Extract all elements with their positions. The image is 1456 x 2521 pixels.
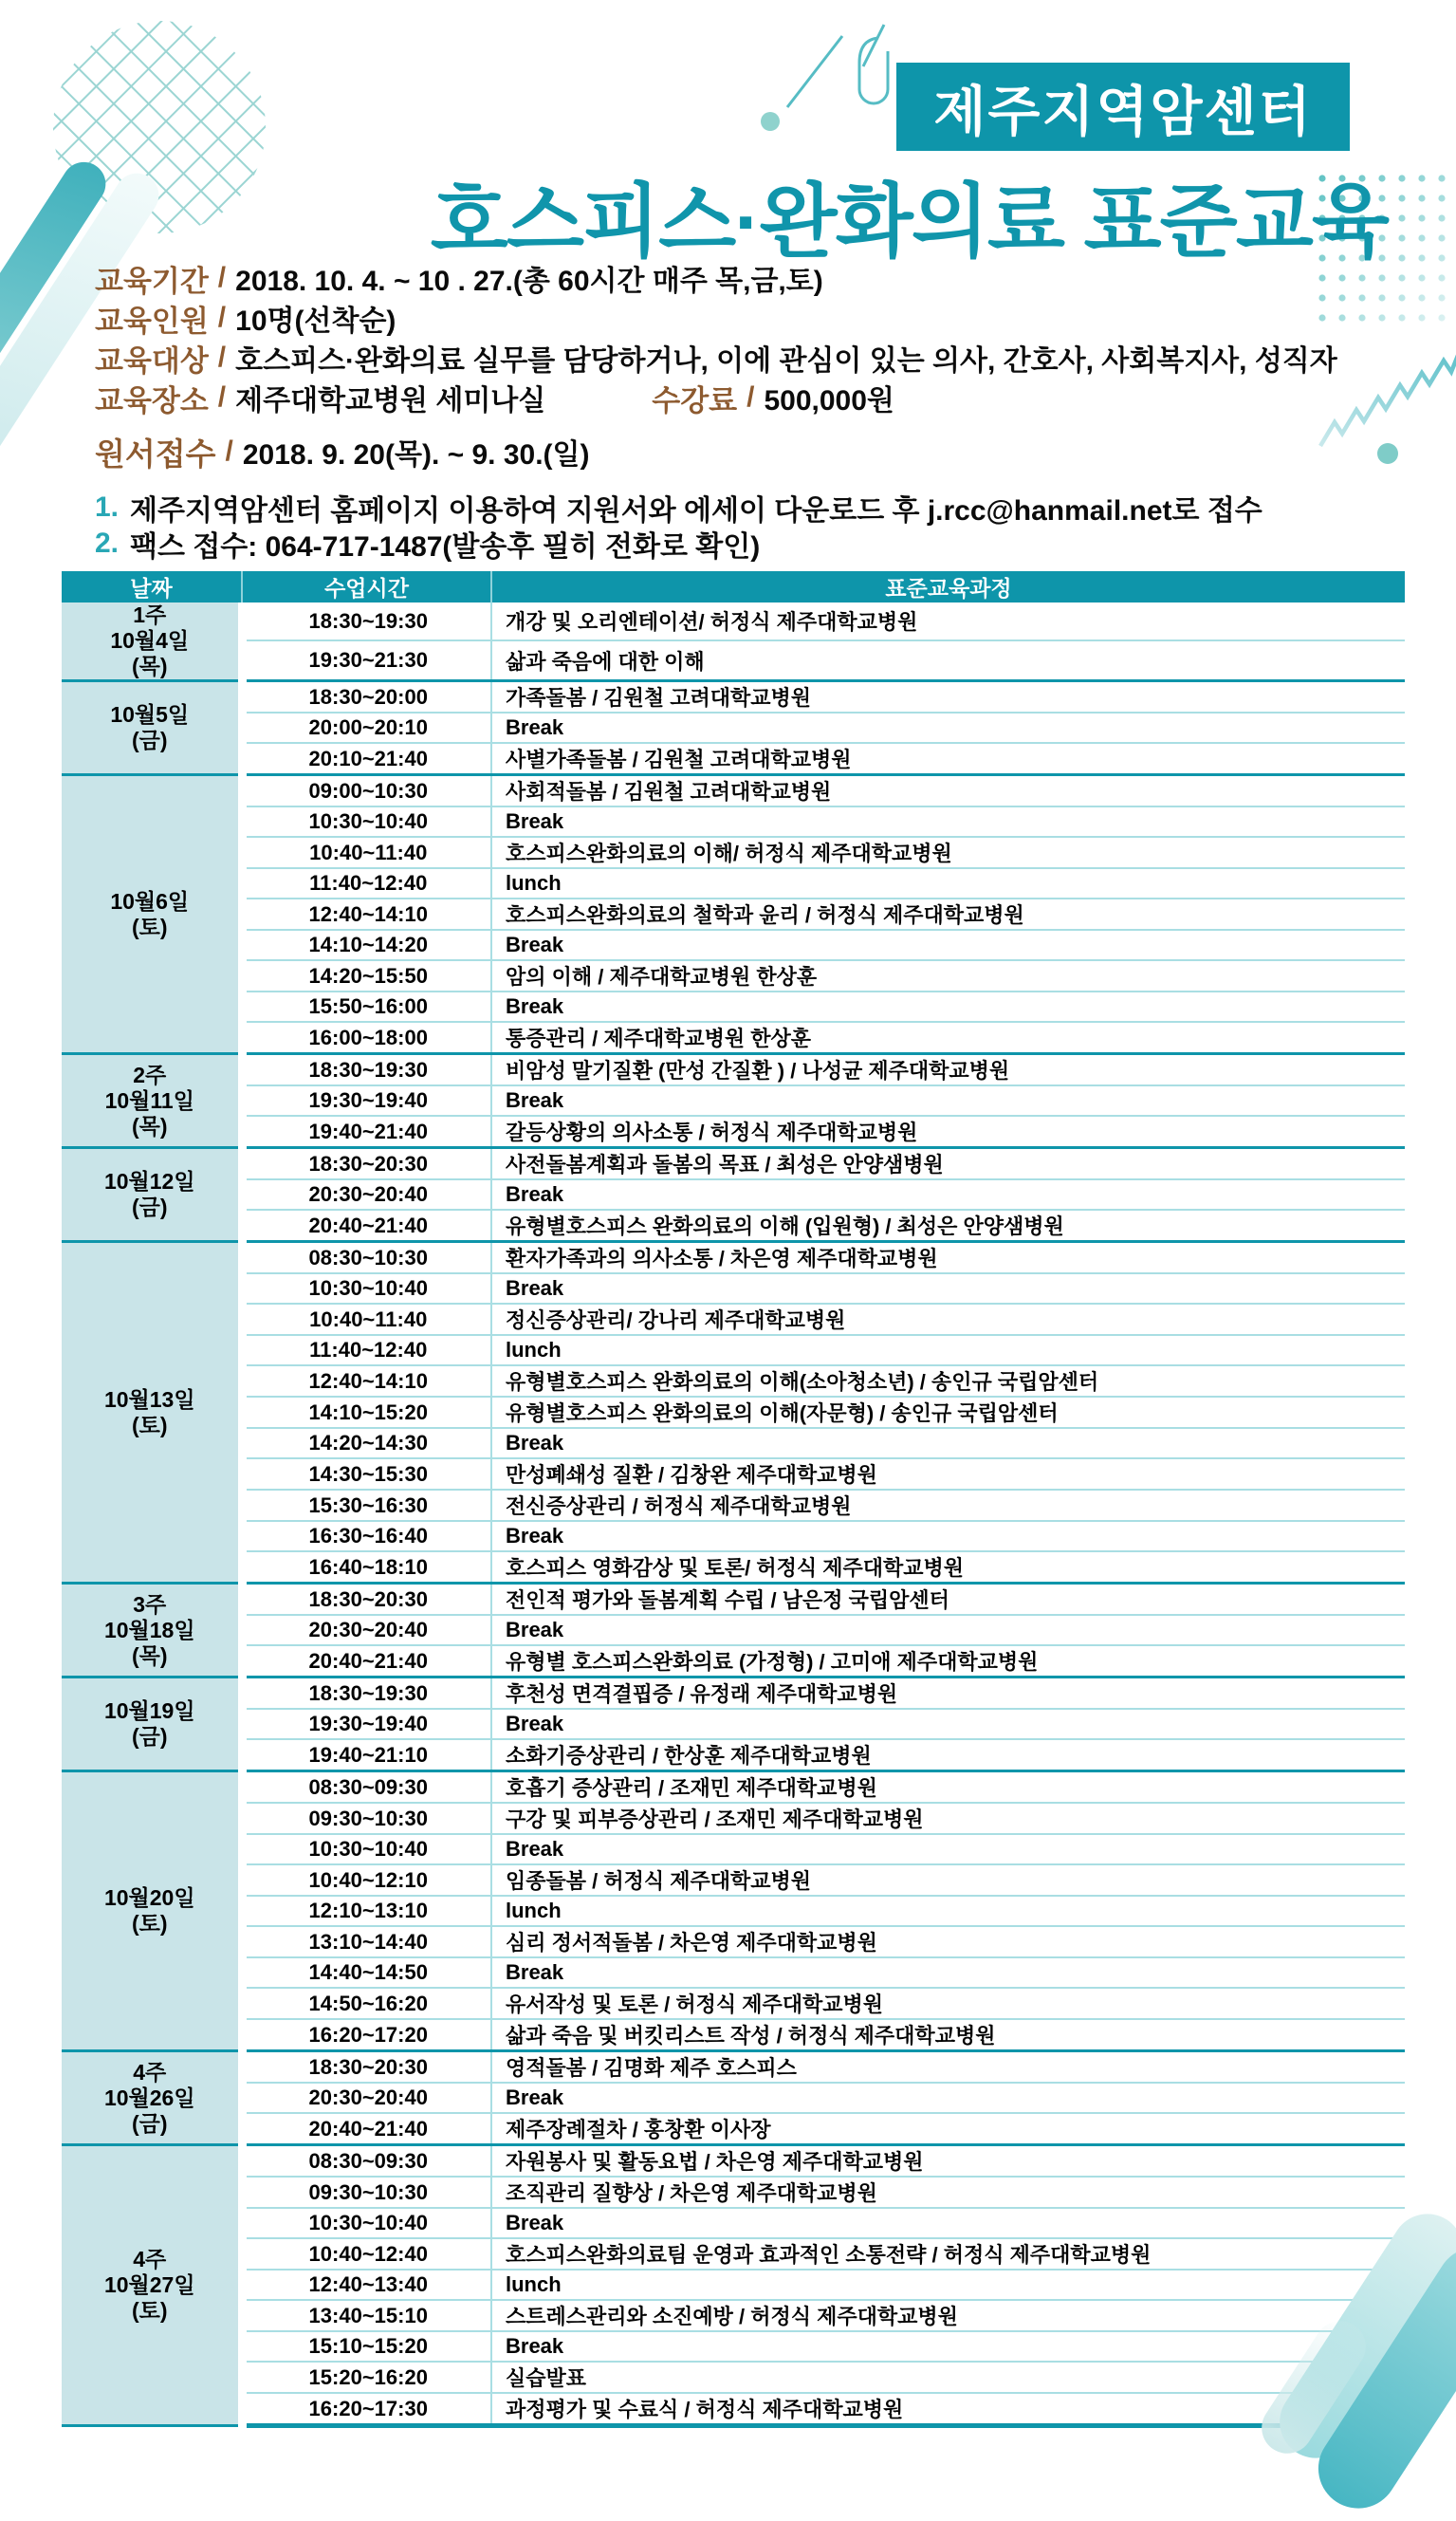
- schedule-row: [62, 899, 1405, 930]
- info-block: [95, 258, 1366, 562]
- schedule-row: [62, 1709, 1405, 1739]
- schedule-time: 16:00~18:00: [242, 1022, 491, 1054]
- schedule-row: [62, 1615, 1405, 1645]
- schedule-time: 20:40~21:40: [242, 1645, 491, 1678]
- schedule-time: 12:40~14:10: [242, 1365, 491, 1397]
- schedule-time: 18:30~20:00: [242, 681, 491, 714]
- date-line: 10월20일: [103, 1885, 195, 1910]
- schedule-time: 18:30~20:30: [242, 2051, 491, 2084]
- schedule-row: [62, 713, 1405, 743]
- schedule-row: [62, 930, 1405, 960]
- schedule-course: 영적돌봄 / 김명화 제주 호스피스: [491, 2051, 1405, 2084]
- schedule-row: [62, 2208, 1405, 2238]
- schedule-row: [62, 1739, 1405, 1771]
- schedule-course: Break: [491, 1615, 1405, 1645]
- schedule-row: [62, 1335, 1405, 1365]
- schedule-time: 14:10~14:20: [242, 930, 491, 960]
- schedule-row: [62, 837, 1405, 868]
- schedule-course: 전신증상관리 / 허정식 제주대학교병원: [491, 1490, 1405, 1521]
- schedule-course: 유형별호스피스 완화의료의 이해(자문형) / 송인규 국립암센터: [491, 1397, 1405, 1428]
- schedule-course: 소화기증상관리 / 한상훈 제주대학교병원: [491, 1739, 1405, 1771]
- schedule-row: [62, 806, 1405, 837]
- schedule-row: [62, 1428, 1405, 1458]
- schedule-row: [62, 2145, 1405, 2178]
- schedule-course: Break: [491, 2331, 1405, 2362]
- schedule-time: 20:30~20:40: [242, 2083, 491, 2113]
- info-label: 수강료: [652, 383, 738, 417]
- schedule-course: Break: [491, 992, 1405, 1022]
- schedule-course: Break: [491, 1521, 1405, 1551]
- schedule-row: [62, 1148, 1405, 1180]
- schedule-course: 자원봉사 및 활동요법 / 차은영 제주대학교병원: [491, 2145, 1405, 2178]
- schedule-row: [62, 2177, 1405, 2208]
- schedule-course: Break: [491, 1273, 1405, 1304]
- info-line-period: [95, 258, 1366, 298]
- schedule-body: [62, 602, 1405, 2426]
- schedule-time: 13:10~14:40: [242, 1926, 491, 1957]
- date-line: 4주: [133, 2247, 167, 2271]
- schedule-time: 18:30~19:30: [242, 1054, 491, 1086]
- schedule-time: 18:30~20:30: [242, 1148, 491, 1180]
- schedule-course: 유서작성 및 토론 / 허정식 제주대학교병원: [491, 1988, 1405, 2019]
- schedule-time: 19:40~21:40: [242, 1116, 491, 1148]
- info-slash: /: [217, 342, 227, 373]
- info-value: 500,000원: [764, 385, 894, 417]
- schedule-course: Break: [491, 2083, 1405, 2113]
- schedule-course: Break: [491, 1428, 1405, 1458]
- date-line: 1주: [133, 602, 167, 627]
- schedule-course: 삶과 죽음에 대한 이해: [491, 640, 1405, 680]
- schedule-course: 통증관리 / 제주대학교병원 한상훈: [491, 1022, 1405, 1054]
- schedule-row: [62, 602, 1405, 640]
- schedule-time: 16:20~17:30: [242, 2393, 491, 2426]
- schedule-time: 18:30~20:30: [242, 1584, 491, 1616]
- schedule-date-cell: [62, 775, 242, 1054]
- date-line: 10월5일: [110, 702, 190, 727]
- schedule-row: [62, 2051, 1405, 2084]
- schedule-row: [62, 1834, 1405, 1864]
- schedule-time: 08:30~09:30: [242, 2145, 491, 2178]
- schedule-date-cell: [62, 1584, 242, 1678]
- schedule-row: [62, 2300, 1405, 2331]
- schedule-course: lunch: [491, 868, 1405, 899]
- schedule-time: 20:30~20:40: [242, 1179, 491, 1210]
- schedule-time: 20:40~21:40: [242, 2113, 491, 2145]
- schedule-time: 10:30~10:40: [242, 806, 491, 837]
- schedule-row: [62, 1864, 1405, 1896]
- schedule-course: 구강 및 피부증상관리 / 조재민 제주대학교병원: [491, 1803, 1405, 1834]
- schedule-course: 사전돌봄계획과 돌봄의 목표 / 최성은 안양샘병원: [491, 1148, 1405, 1180]
- schedule-course: 스트레스관리와 소진예방 / 허정식 제주대학교병원: [491, 2300, 1405, 2331]
- schedule-header-row: [62, 571, 1405, 602]
- schedule-course: 전인적 평가와 돌봄계획 수립 / 남은정 국립암센터: [491, 1584, 1405, 1616]
- date-line: 2주: [133, 1062, 167, 1087]
- schedule-time: 10:30~10:40: [242, 1834, 491, 1864]
- schedule-course: 유형별호스피스 완화의료의 이해(소아청소년) / 송인규 국립암센터: [491, 1365, 1405, 1397]
- org-badge: 제주지역암센터: [896, 63, 1350, 151]
- schedule-row: [62, 1054, 1405, 1086]
- date-line: (목): [131, 654, 168, 678]
- schedule-time: 12:40~14:10: [242, 899, 491, 930]
- schedule-course: 후천성 면격결핍증 / 유정래 제주대학교병원: [491, 1678, 1405, 1710]
- application-notes: [95, 490, 1366, 562]
- schedule-course: 만성폐쇄성 질환 / 김창완 제주대학교병원: [491, 1458, 1405, 1490]
- info-label: 원서접수: [95, 436, 216, 472]
- info-slash: /: [746, 381, 755, 413]
- schedule-time: 12:10~13:10: [242, 1896, 491, 1926]
- note-line: [95, 490, 1366, 526]
- schedule-row: [62, 2362, 1405, 2393]
- schedule-course: 가족돌봄 / 김원철 고려대학교병원: [491, 681, 1405, 714]
- date-line: 3주: [133, 1591, 167, 1617]
- info-label: 교육기간: [95, 264, 209, 298]
- schedule-time: 18:30~19:30: [242, 1678, 491, 1710]
- schedule-row: [62, 1116, 1405, 1148]
- schedule-row: [62, 1803, 1405, 1834]
- schedule-time: 18:30~19:30: [242, 602, 491, 640]
- schedule-time: 16:40~18:10: [242, 1551, 491, 1584]
- schedule-course: 정신증상관리/ 강나리 제주대학교병원: [491, 1304, 1405, 1335]
- schedule-time: 10:40~11:40: [242, 1304, 491, 1335]
- schedule-time: 19:30~21:30: [242, 640, 491, 680]
- schedule-time: 14:40~14:50: [242, 1957, 491, 1988]
- schedule-time: 14:20~15:50: [242, 960, 491, 992]
- schedule-row: [62, 1551, 1405, 1584]
- schedule-time: 20:10~21:40: [242, 743, 491, 775]
- schedule-time: 09:30~10:30: [242, 2177, 491, 2208]
- schedule-course: Break: [491, 1957, 1405, 1988]
- schedule-time: 11:40~12:40: [242, 1335, 491, 1365]
- note-line: [95, 526, 1366, 562]
- info-label: 교육인원: [95, 304, 209, 338]
- schedule-time: 20:30~20:40: [242, 1615, 491, 1645]
- date-line: 10월6일: [110, 888, 190, 914]
- schedule-course: 개강 및 오리엔테이션/ 허정식 제주대학교병원: [491, 602, 1405, 640]
- schedule-course: 호스피스완화의료팀 운영과 효과적인 소통전략 / 허정식 제주대학교병원: [491, 2238, 1405, 2270]
- info-slash: /: [217, 302, 227, 333]
- schedule-time: 19:30~19:40: [242, 1709, 491, 1739]
- schedule-time: 09:00~10:30: [242, 775, 491, 807]
- date-line: (목): [131, 1642, 168, 1668]
- schedule-course: lunch: [491, 1335, 1405, 1365]
- date-line: (금): [131, 728, 168, 752]
- schedule-course: 실습발표: [491, 2362, 1405, 2393]
- schedule-time: 11:40~12:40: [242, 868, 491, 899]
- col-header-date: 날짜: [62, 571, 242, 602]
- info-slash: /: [217, 262, 227, 293]
- date-line: 10월4일: [110, 628, 190, 653]
- schedule-time: 19:30~19:40: [242, 1085, 491, 1116]
- schedule-time: 12:40~13:40: [242, 2270, 491, 2300]
- schedule-course: 유형별호스피스 완화의료의 이해 (입원형) / 최성은 안양샘병원: [491, 1210, 1405, 1242]
- schedule-time: 20:00~20:10: [242, 713, 491, 743]
- date-line: 10월13일: [103, 1386, 195, 1412]
- info-line-application: [95, 431, 1366, 473]
- schedule-course: Break: [491, 930, 1405, 960]
- schedule-row: [62, 1022, 1405, 1054]
- schedule-course: 심리 정서적돌봄 / 차은영 제주대학교병원: [491, 1926, 1405, 1957]
- note-text: 팩스 접수: 064-717-1487(발송후 필히 전화로 확인): [130, 531, 761, 563]
- schedule-row: [62, 1490, 1405, 1521]
- schedule-date-cell: [62, 1242, 242, 1584]
- schedule-row: [62, 2238, 1405, 2270]
- info-label: 교육장소: [95, 383, 209, 417]
- schedule-date-cell: [62, 681, 242, 775]
- schedule-course: Break: [491, 1085, 1405, 1116]
- schedule-course: 갈등상황의 의사소통 / 허정식 제주대학교병원: [491, 1116, 1405, 1148]
- date-line: 4주: [133, 2059, 167, 2085]
- date-line: (토): [131, 2298, 168, 2323]
- schedule-time: 10:40~11:40: [242, 837, 491, 868]
- info-line-capacity: [95, 298, 1366, 338]
- schedule-course: Break: [491, 2208, 1405, 2238]
- schedule-time: 08:30~10:30: [242, 1242, 491, 1274]
- note-number: 2.: [95, 528, 120, 559]
- col-header-course: 표준교육과정: [491, 571, 1405, 602]
- schedule-row: [62, 1896, 1405, 1926]
- schedule-row: [62, 1304, 1405, 1335]
- schedule-time: 16:30~16:40: [242, 1521, 491, 1551]
- date-line: (토): [131, 1412, 168, 1437]
- schedule-row: [62, 1988, 1405, 2019]
- schedule-date-cell: [62, 602, 242, 681]
- schedule-time: 15:20~16:20: [242, 2362, 491, 2393]
- date-line: (목): [131, 1113, 168, 1139]
- schedule-row: [62, 743, 1405, 775]
- schedule-course: 조직관리 질향상 / 차은영 제주대학교병원: [491, 2177, 1405, 2208]
- schedule-row: [62, 1397, 1405, 1428]
- schedule-course: 비암성 말기질환 (만성 간질환 ) / 나성균 제주대학교병원: [491, 1054, 1405, 1086]
- note-number: 1.: [95, 491, 120, 523]
- schedule-date-cell: [62, 1054, 242, 1148]
- schedule-row: [62, 775, 1405, 807]
- date-line: (금): [131, 2110, 168, 2136]
- schedule-course: 호스피스 영화감상 및 토론/ 허정식 제주대학교병원: [491, 1551, 1405, 1584]
- date-line: 10월26일: [103, 2085, 195, 2110]
- info-value: 제주대학교병원 세미나실: [235, 385, 546, 417]
- schedule-date-cell: [62, 1148, 242, 1242]
- schedule-row: [62, 1242, 1405, 1274]
- schedule-row: [62, 992, 1405, 1022]
- schedule-row: [62, 2270, 1405, 2300]
- schedule-course: 과정평가 및 수료식 / 허정식 제주대학교병원: [491, 2393, 1405, 2426]
- info-label: 교육대상: [95, 343, 209, 378]
- schedule-row: [62, 640, 1405, 680]
- schedule-row: [62, 2113, 1405, 2145]
- schedule-course: Break: [491, 806, 1405, 837]
- schedule-course: 호스피스완화의료의 철학과 윤리 / 허정식 제주대학교병원: [491, 899, 1405, 930]
- schedule-time: 15:10~15:20: [242, 2331, 491, 2362]
- schedule-row: [62, 1678, 1405, 1710]
- info-line-audience: [95, 338, 1366, 378]
- schedule-row: [62, 1365, 1405, 1397]
- info-value: 호스피스·완화의료 실무를 담당하거나, 이에 관심이 있는 의사, 간호사, 사회복지사, 성직자: [235, 345, 1337, 377]
- info-value: 2018. 10. 4. ~ 10 . 27.(총 60시간 매주 목,금,토): [235, 266, 823, 297]
- schedule-course: 호흡기 증상관리 / 조재민 제주대학교병원: [491, 1771, 1405, 1804]
- schedule-row: [62, 1458, 1405, 1490]
- info-value: 10명(선착순): [235, 306, 396, 337]
- schedule-course: 임종돌봄 / 허정식 제주대학교병원: [491, 1864, 1405, 1896]
- schedule-course: 호스피스완화의료의 이해/ 허정식 제주대학교병원: [491, 837, 1405, 868]
- schedule-date-cell: [62, 1678, 242, 1771]
- date-line: 10월18일: [103, 1617, 195, 1642]
- date-line: (금): [131, 1724, 168, 1749]
- date-line: (금): [131, 1195, 168, 1219]
- info-value: 2018. 9. 20(목). ~ 9. 30.(일): [242, 439, 590, 471]
- schedule-date-cell: [62, 1771, 242, 2051]
- schedule-course: Break: [491, 1834, 1405, 1864]
- schedule-course: lunch: [491, 1896, 1405, 1926]
- col-header-time: 수업시간: [242, 571, 491, 602]
- schedule-time: 09:30~10:30: [242, 1803, 491, 1834]
- schedule-time: 14:50~16:20: [242, 1988, 491, 2019]
- schedule-time: 10:30~10:40: [242, 1273, 491, 1304]
- schedule-course: 사회적돌봄 / 김원철 고려대학교병원: [491, 775, 1405, 807]
- schedule-row: [62, 1645, 1405, 1678]
- schedule-row: [62, 1584, 1405, 1616]
- date-line: (토): [131, 914, 168, 939]
- schedule-time: 15:30~16:30: [242, 1490, 491, 1521]
- schedule-time: 14:30~15:30: [242, 1458, 491, 1490]
- date-line: 10월27일: [103, 2272, 195, 2297]
- info-slash: /: [225, 436, 233, 467]
- schedule-time: 15:50~16:00: [242, 992, 491, 1022]
- schedule-row: [62, 1926, 1405, 1957]
- schedule-date-cell: [62, 2051, 242, 2145]
- schedule-course: lunch: [491, 2270, 1405, 2300]
- schedule-row: [62, 681, 1405, 714]
- schedule-course: 제주장례절차 / 홍창환 이사장: [491, 2113, 1405, 2145]
- schedule-row: [62, 1210, 1405, 1242]
- schedule-row: [62, 1957, 1405, 1988]
- schedule-time: 20:40~21:40: [242, 1210, 491, 1242]
- schedule-row: [62, 2393, 1405, 2426]
- date-line: 10월12일: [103, 1169, 195, 1194]
- schedule-row: [62, 960, 1405, 992]
- page-title: 호스피스·완화의료 표준교육: [430, 177, 1388, 268]
- schedule-row: [62, 1273, 1405, 1304]
- schedule-time: 13:40~15:10: [242, 2300, 491, 2331]
- note-text: 제주지역암센터 홈페이지 이용하여 지원서와 에세이 다운로드 후 j.rcc@hanmail.net로 접수: [130, 495, 1262, 527]
- schedule-row: [62, 1085, 1405, 1116]
- date-line: 10월19일: [103, 1698, 195, 1723]
- schedule-time: 10:40~12:10: [242, 1864, 491, 1896]
- date-line: 10월11일: [104, 1087, 194, 1113]
- schedule-time: 10:30~10:40: [242, 2208, 491, 2238]
- schedule-course: Break: [491, 1709, 1405, 1739]
- schedule-row: [62, 2331, 1405, 2362]
- schedule-course: 유형별 호스피스완화의료 (가정형) / 고미애 제주대학교병원: [491, 1645, 1405, 1678]
- schedule-course: Break: [491, 713, 1405, 743]
- schedule-time: 16:20~17:20: [242, 2019, 491, 2051]
- info-line-venue-fee: [95, 378, 1366, 417]
- schedule-row: [62, 2019, 1405, 2051]
- schedule-course: 환자가족과의 의사소통 / 차은영 제주대학교병원: [491, 1242, 1405, 1274]
- schedule-course: 사별가족돌봄 / 김원철 고려대학교병원: [491, 743, 1405, 775]
- info-slash: /: [217, 381, 227, 413]
- schedule-course: 삶과 죽음 및 버킷리스트 작성 / 허정식 제주대학교병원: [491, 2019, 1405, 2051]
- schedule-table: [62, 571, 1405, 2428]
- date-line: (토): [131, 1911, 168, 1936]
- schedule-time: 19:40~21:10: [242, 1739, 491, 1771]
- schedule-course: 암의 이해 / 제주대학교병원 한상훈: [491, 960, 1405, 992]
- schedule-time: 14:20~14:30: [242, 1428, 491, 1458]
- schedule-row: [62, 868, 1405, 899]
- schedule-row: [62, 1521, 1405, 1551]
- schedule-time: 10:40~12:40: [242, 2238, 491, 2270]
- schedule-row: [62, 1771, 1405, 1804]
- schedule-row: [62, 2083, 1405, 2113]
- schedule-time: 14:10~15:20: [242, 1397, 491, 1428]
- schedule-time: 08:30~09:30: [242, 1771, 491, 1804]
- schedule-course: Break: [491, 1179, 1405, 1210]
- schedule-date-cell: [62, 2145, 242, 2426]
- schedule-row: [62, 1179, 1405, 1210]
